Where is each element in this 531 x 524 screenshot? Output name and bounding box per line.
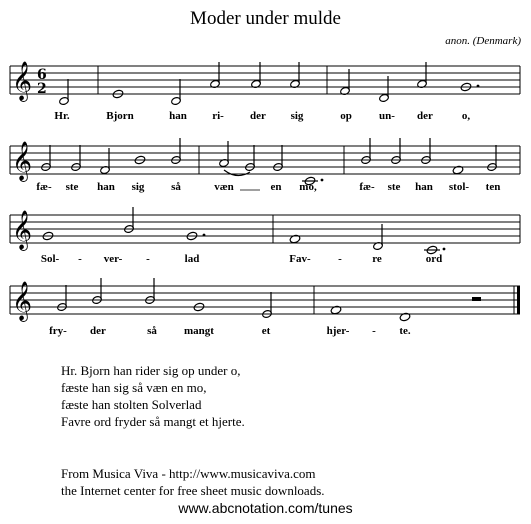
staff-system-2	[10, 146, 520, 174]
source-credit	[61, 465, 325, 499]
lyrics-system-1	[54, 110, 470, 122]
svg-text:-: -	[338, 253, 342, 265]
svg-text:fæ-: fæ-	[359, 181, 375, 193]
svg-text:un-: un-	[379, 110, 395, 122]
credit-line: the Internet center for free sheet music downloads.	[61, 483, 325, 498]
lyrics-system-4	[49, 325, 411, 337]
time-signature-top: 6	[37, 67, 47, 83]
svg-text:stol-: stol-	[448, 181, 470, 193]
svg-text:fæ-: fæ-	[36, 181, 52, 193]
svg-text:ste: ste	[387, 181, 401, 193]
svg-text:lad: lad	[184, 253, 200, 265]
svg-text:ste: ste	[65, 181, 79, 193]
svg-text:væn: væn	[214, 181, 234, 193]
notes-system-2	[41, 138, 498, 186]
lyrics-system-2	[36, 181, 500, 193]
time-signature-bottom: 2	[37, 81, 47, 97]
svg-text:Hr.: Hr.	[54, 110, 70, 122]
tune-title: Moder under mulde	[190, 8, 341, 29]
verse-line: Favre ord fryder så mangt et hjerte.	[61, 414, 245, 429]
lyrics-system-3	[41, 253, 442, 265]
svg-text:Fav-: Fav-	[289, 253, 311, 265]
svg-text:et: et	[261, 325, 271, 337]
svg-text:så: så	[171, 181, 181, 193]
treble-clef-icon: 𝄞	[12, 281, 33, 321]
svg-text:Bjorn: Bjorn	[106, 110, 134, 122]
svg-text:ord: ord	[425, 253, 443, 265]
svg-text:ri-: ri-	[212, 110, 224, 122]
verse-line: fæste han sig så væn en mo,	[61, 380, 207, 395]
verse-line: fæste han stolten Solverlad	[61, 397, 202, 412]
svg-text:op: op	[340, 110, 352, 122]
svg-text:-: -	[372, 325, 376, 337]
staff-system-3	[10, 215, 520, 243]
svg-text:han: han	[169, 110, 187, 122]
svg-text:sig: sig	[131, 181, 145, 193]
svg-text:ten: ten	[485, 181, 501, 193]
svg-text:re: re	[372, 253, 382, 265]
credit-line: From Musica Viva - http://www.musicaviva.com	[61, 466, 316, 481]
svg-text:der: der	[250, 110, 266, 122]
svg-text:der: der	[417, 110, 433, 122]
svg-text:-: -	[146, 253, 150, 265]
final-barline	[517, 286, 520, 314]
svg-text:en: en	[270, 181, 282, 193]
svg-text:-: -	[78, 253, 82, 265]
svg-text:hjer-: hjer-	[326, 325, 350, 337]
notes-system-3	[42, 207, 440, 255]
svg-text:han: han	[415, 181, 433, 193]
footer-url: www.abcnotation.com/tunes	[178, 500, 353, 516]
svg-text:så: så	[147, 325, 157, 337]
treble-clef-icon: 𝄞	[12, 210, 33, 250]
svg-text:mangt: mangt	[184, 325, 214, 337]
notes-system-1	[59, 62, 472, 106]
svg-text:Sol-: Sol-	[40, 253, 60, 265]
svg-text:mo,: mo,	[299, 181, 317, 193]
svg-text:ver-: ver-	[103, 253, 123, 265]
staff-system-1	[10, 66, 520, 94]
verse-text	[61, 362, 245, 430]
treble-clef-icon: 𝄞	[12, 141, 33, 181]
svg-text:fry-: fry-	[49, 325, 67, 337]
composer-credit: anon. (Denmark)	[445, 35, 521, 47]
treble-clef-icon: 𝄞	[12, 61, 33, 101]
svg-text:der: der	[90, 325, 106, 337]
svg-text:sig: sig	[290, 110, 304, 122]
svg-text:han: han	[97, 181, 115, 193]
svg-text:o,: o,	[461, 110, 471, 122]
svg-text:te.: te.	[399, 325, 411, 337]
verse-line: Hr. Bjorn han rider sig op under o,	[61, 363, 241, 378]
staff-system-4	[10, 286, 520, 314]
